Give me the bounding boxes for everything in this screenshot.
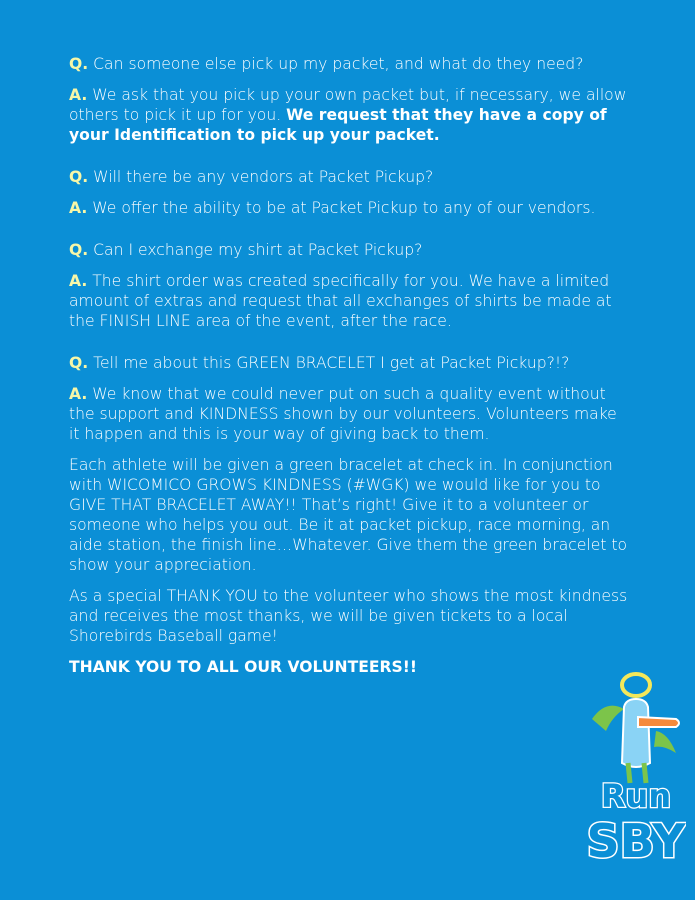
question-text: Can I exchange my shirt at Packet Pickup?: [93, 241, 423, 259]
faq-question-1: [69, 54, 629, 74]
logo-beak: [638, 717, 679, 727]
question-text: Will there be any vendors at Packet Pickup?: [93, 168, 434, 186]
logo-body: [622, 699, 650, 767]
thank-you-paragraph: As a special THANK YOU to the volunteer who shows the most kindness and receives the most thanks, we will be given tickets to a local Shorebirds Baseball game!: [69, 587, 628, 645]
faq-answer-1: [69, 85, 629, 145]
faq-answer-4: [69, 384, 629, 444]
logo-head-loop: [622, 674, 650, 696]
q-label: Q.: [69, 241, 89, 259]
answer-text: We know that we could never put on such a quality event without the support and KINDNESS shown by our volunteers. Volunteers make it happen and this is your way of giving back to them.: [69, 385, 617, 443]
a-label: A.: [69, 86, 88, 104]
logo-right-wing: [654, 731, 676, 753]
answer-text: We ask that you pick up your own packet but, if necessary, we allow others to pick it up for you.: [69, 86, 627, 124]
a-label: A.: [69, 199, 88, 217]
answer-bold-text: We request that they have a copy of your Identification to pick up your packet.: [69, 106, 607, 144]
bracelet-paragraph: Each athlete will be given a green bracelet at check in. In conjunction with WICOMICO GROWS KINDNESS (#WGK) we would like for you to GIVE THAT BRACELET AWAY!! That’s right! Give it to a volunteer or someone who helps you out. Be it at packet pickup, race morning, an aide station, the finish line…Whatever. Give them the green bracelet to show your appreciation.: [69, 456, 628, 574]
closing-heading: THANK YOU TO ALL OUR VOLUNTEERS!!: [69, 658, 417, 676]
answer-text: The shirt order was created specifically for you. We have a limited amount of extras and request that all exchanges of shirts be made at the FINISH LINE area of the event, after the race.: [69, 272, 612, 330]
answer-text: We offer the ability to be at Packet Pickup to any of our vendors.: [92, 199, 596, 217]
a-label: A.: [69, 272, 88, 290]
faq-question-3: [69, 240, 629, 260]
logo-text-run: Run: [600, 777, 672, 815]
q-label: Q.: [69, 55, 89, 73]
faq-content: [69, 54, 629, 677]
run-sby-logo: [586, 667, 686, 867]
logo-text-sby: SBY: [586, 814, 686, 867]
faq-question-2: [69, 167, 629, 187]
faq-answer-3: [69, 271, 629, 331]
question-text: Can someone else pick up my packet, and what do they need?: [93, 55, 584, 73]
q-label: Q.: [69, 354, 89, 372]
q-label: Q.: [69, 168, 89, 186]
faq-question-4: [69, 353, 629, 373]
faq-answer-2: [69, 198, 629, 218]
a-label: A.: [69, 385, 88, 403]
question-text: Tell me about this GREEN BRACELET I get at Packet Pickup?!?: [93, 354, 570, 372]
logo-left-wing: [592, 706, 624, 731]
